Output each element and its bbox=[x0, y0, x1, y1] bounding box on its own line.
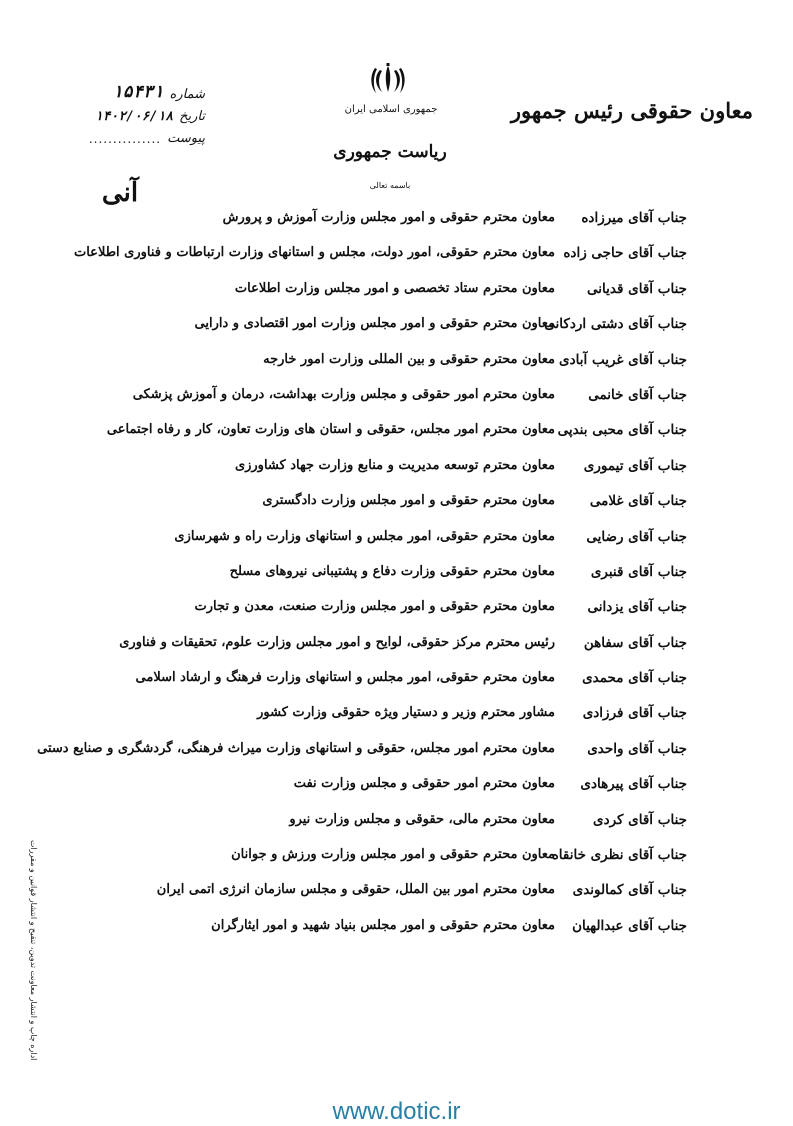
recipient-row bbox=[37, 735, 695, 770]
recipient-row bbox=[110, 699, 695, 734]
recipient-title: معاون محترم حقوقی، امور دولت، مجلس و استانهای وزارت ارتباطات و فناوری اطلاعات bbox=[73, 245, 555, 261]
number-label: شماره bbox=[169, 87, 205, 102]
recipient-name: جناب آقای کردی bbox=[593, 811, 687, 828]
recipient-row bbox=[110, 806, 695, 841]
recipient-name: جناب آقای کمالوندی bbox=[572, 882, 687, 899]
recipient-title: معاون محترم حقوقی و بین المللی وزارت امور خارجه bbox=[263, 351, 555, 367]
date-row bbox=[50, 102, 205, 124]
recipient-row bbox=[110, 912, 695, 947]
recipient-name: جناب آقای پیرهادی bbox=[580, 776, 687, 793]
recipient-title: رئیس محترم مرکز حقوقی، لوایح و امور مجلس وزارت علوم، تحقیقات و فناوری bbox=[119, 634, 555, 650]
number-row bbox=[50, 80, 205, 102]
recipient-name: جناب آقای حاجی زاده bbox=[563, 245, 687, 262]
recipient-row bbox=[110, 452, 695, 487]
recipient-title: معاون محترم حقوقی و امور مجلس بنیاد شهید و امور ایثارگران bbox=[211, 917, 555, 933]
sender-title: معاون حقوقی رئیس جمهور bbox=[510, 98, 753, 123]
recipient-title: معاون محترم امور بین الملل، حقوقی و مجلس سازمان انرژی اتمی ایران bbox=[156, 882, 555, 898]
recipient-name: جناب آقای یزدانی bbox=[587, 599, 687, 616]
date-value: ۱۴۰۲/۰۶/۱۸ bbox=[94, 109, 174, 124]
attachment-value: ............... bbox=[88, 132, 162, 146]
number-value: ۱۵۴۳۱ bbox=[112, 82, 164, 102]
recipient-row bbox=[110, 310, 695, 345]
attachment-row bbox=[50, 124, 205, 146]
recipient-title: معاون محترم حقوقی و امور مجلس وزارت دادگستری bbox=[262, 493, 555, 509]
recipient-row bbox=[110, 664, 695, 699]
recipient-row bbox=[110, 558, 695, 593]
recipient-name: جناب آقای واحدی bbox=[587, 740, 687, 757]
country-name: جمهوری اسلامی ایران bbox=[344, 104, 438, 115]
recipient-title: مشاور محترم وزیر و دستیار ویژه حقوقی وزارت کشور bbox=[257, 705, 555, 721]
recipient-name: جناب آقای محبی بندپی bbox=[557, 422, 687, 439]
recipient-row bbox=[110, 770, 695, 805]
recipient-title: معاون محترم امور حقوقی و مجلس وزارت بهداشت، درمان و آموزش پزشکی bbox=[132, 386, 555, 402]
recipient-name: جناب آقای نظری خانقاه bbox=[551, 847, 687, 864]
recipient-name: جناب آقای قدیانی bbox=[587, 280, 687, 297]
recipient-title: معاون محترم حقوقی و امور مجلس وزارت آموزش و پرورش bbox=[222, 210, 555, 225]
recipient-name: جناب آقای محمدی bbox=[582, 670, 687, 687]
recipient-row bbox=[110, 487, 695, 522]
recipient-row bbox=[110, 876, 695, 911]
recipient-row bbox=[110, 381, 695, 416]
recipient-name: جناب آقای غریب آبادی bbox=[559, 351, 687, 368]
recipient-row bbox=[106, 416, 695, 451]
presidency-title: ریاست جمهوری bbox=[333, 142, 447, 162]
recipient-name: جناب آقای رضایی bbox=[586, 528, 687, 545]
recipient-title: معاون محترم حقوقی و امور مجلس وزارت امور اقتصادی و دارایی bbox=[194, 316, 555, 332]
recipient-name: جناب آقای غلامی bbox=[589, 493, 687, 510]
recipient-row bbox=[110, 204, 695, 239]
recipient-title: معاون محترم توسعه مدیریت و منابع وزارت جهاد کشاورزی bbox=[234, 457, 555, 473]
recipient-title: معاون محترم امور مجلس، حقوقی و استان های وزارت تعاون، کار و رفاه اجتماعی bbox=[106, 422, 555, 438]
recipient-title: معاون محترم حقوقی، امور مجلس و استانهای وزارت راه و شهرسازی bbox=[174, 528, 555, 544]
recipient-title: معاون محترم ستاد تخصصی و امور مجلس وزارت اطلاعات bbox=[234, 280, 555, 296]
recipient-row bbox=[110, 593, 695, 628]
recipient-row bbox=[73, 239, 695, 274]
recipient-name: جناب آقای سفاهن bbox=[583, 634, 687, 651]
recipient-row bbox=[110, 275, 695, 310]
recipient-title: معاون محترم امور مجلس، حقوقی و استانهای وزارت میراث فرهنگی، گردشگری و صنایع دستی bbox=[37, 740, 555, 756]
recipient-row bbox=[110, 841, 695, 876]
date-label: تاریخ bbox=[179, 109, 205, 124]
recipient-list bbox=[37, 204, 695, 947]
invocation-text: باسمه تعالی bbox=[369, 181, 411, 190]
recipient-name: جناب آقای تیموری bbox=[583, 457, 687, 474]
side-note: اداره چاپ و انتشار معاونت تدوین، تنقیح و انتشار قوانین و مقررات bbox=[29, 839, 38, 1060]
recipient-name: جناب آقای قنبری bbox=[590, 563, 687, 580]
recipient-name: جناب آقای فرزادی bbox=[582, 705, 687, 722]
footer-url[interactable]: www.dotic.ir bbox=[332, 1098, 461, 1125]
recipient-name: جناب آقای خانمی bbox=[588, 386, 687, 403]
letter-meta bbox=[50, 80, 205, 146]
attachment-label: پیوست bbox=[167, 131, 205, 146]
recipient-name: جناب آقای عبدالهیان bbox=[572, 917, 687, 934]
recipient-row bbox=[110, 346, 695, 381]
recipient-title: معاون محترم امور حقوقی و مجلس وزارت نفت bbox=[293, 776, 555, 792]
recipient-row bbox=[110, 629, 695, 664]
recipient-name: جناب آقای میرزاده bbox=[581, 210, 687, 226]
recipient-row bbox=[110, 523, 695, 558]
recipient-title: معاون محترم حقوقی و امور مجلس وزارت صنعت، معدن و تجارت bbox=[194, 599, 555, 615]
iran-emblem-icon bbox=[368, 62, 408, 98]
recipient-title: معاون محترم حقوقی، امور مجلس و استانهای وزارت فرهنگ و ارشاد اسلامی bbox=[135, 670, 555, 686]
recipient-title: معاون محترم حقوقی و امور مجلس وزارت ورزش و جوانان bbox=[231, 847, 555, 863]
urgent-stamp-text: آنی bbox=[101, 178, 139, 208]
recipient-title: معاون محترم مالی، حقوقی و مجلس وزارت نیرو bbox=[289, 811, 555, 827]
recipient-title: معاون محترم حقوقی وزارت دفاع و پشتیبانی نیروهای مسلح bbox=[229, 563, 555, 579]
recipient-name: جناب آقای دشتی اردکانی bbox=[544, 316, 687, 333]
